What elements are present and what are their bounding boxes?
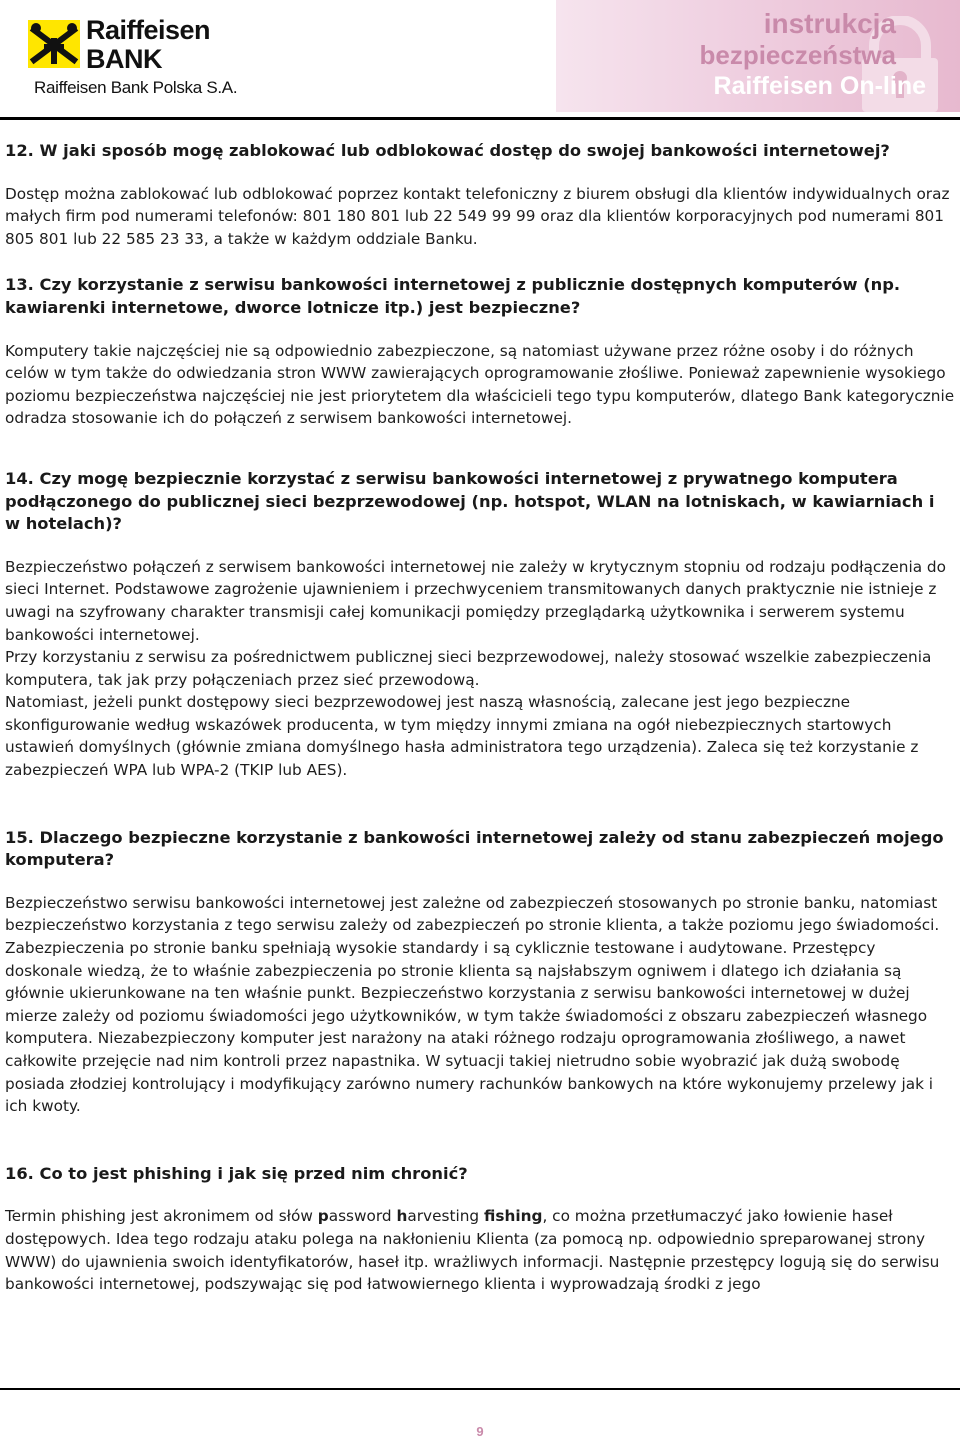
raiffeisen-gable-cross-icon [28,20,80,68]
faq-answer-paragraph: Bezpieczeństwo serwisu bankowości internetowej jest zależne od zabezpieczeń stosowanych po stronie banku, natomiast bezpieczeństwo korzystania z tego serwisu zależy od zabezpieczeń po stronie klienta, a także poziomu jego świadomości. Zabezpieczenia po stronie banku spełniają wysokie standardy i są cyklicznie testowane i audytowane. Przestępcy doskonale wiedzą, że to właśnie zabezpieczenia po stronie klienta są najsłabszym ogniwem i dlatego ich działania są głównie ukierunkowane na ten właśnie punkt. Bezpieczeństwo korzystania z serwisu bankowości internetowej w dużej mierze zależy od poziomu świadomości jego użytkowników, w tym także świadomości z obszaru zabezpieczeń własnego komputera. Niezabezpieczony komputer jest narażony na ataki różnego rodzaju oprogramowania złośliwego, a nawet całkowite przejęcie nad nim kontroli przez napastnika. W sytuacji takiej nietrudno sobie wyobrazić jak dużą swobodę posiada złodziej kontrolujący i modyfikujący zarówno numery rachunków bankowych na które wykonujemy przelewy jak i ich kwoty. [5,893,940,1116]
logo-name-line2: BANK [86,44,162,74]
header-banner [556,0,960,112]
acronym-letter-h: h [396,1207,408,1226]
document-body [5,140,955,1296]
faq-answer-paragraph: Komputery takie najczęściej nie są odpowiednio zabezpieczone, są natomiast używane przez różne osoby i do różnych celów w tym także do odwiedzania stron WWW zawierających oprogramowanie złośliwe. Ponieważ zapewnienie wysokiego poziomu bezpieczeństwa najczęściej nie jest priorytetem dla właścicieli tego typu komputerów, dlatego Bank kategorycznie odradza stosowanie ich do połączeń z serwisem bankowości internetowej. [5,341,955,428]
acronym-letter-p: p [317,1207,329,1226]
answer-text: arvesting [407,1207,485,1226]
faq-answer-paragraph [5,1205,955,1295]
faq-question: 15. Dlaczego bezpieczne korzystanie z bankowości internetowej zależy od stanu zabezpieczeń mojego komputera? [5,827,944,870]
header-divider [0,117,960,120]
faq-question: 16. Co to jest phishing i jak się przed nim chronić? [5,1163,468,1183]
logo-name-line1: Raiffeisen [86,15,211,45]
faq-section-16 [5,1163,955,1296]
answer-text: assword [328,1207,397,1226]
faq-answer-paragraph: Przy korzystaniu z serwisu za pośrednictwem publicznej sieci bezprzewodowej, należy stosować wszelkie zabezpieczenia komputera, tak jak przy połączeniach przez sieć przewodową. [5,648,932,689]
faq-section-13 [5,274,955,430]
logo-subtitle: Raiffeisen Bank Polska S.A. [34,78,238,97]
faq-section-14 [5,468,955,782]
faq-answer-paragraph: Dostęp można zablokować lub odblokować poprzez kontakt telefoniczny z biurem obsługi dla klientów indywidualnych oraz małych firm pod numerami telefonów: 801 180 801 lub 22 549 99 99 oraz dla klientów korporacyjnych pod numerami 801 805 801 lub 22 585 23 33, a także w każdym oddziale Banku. [5,184,950,248]
faq-answer-paragraph: Natomiast, jeżeli punkt dostępowy sieci bezprzewodowej jest naszą własnością, zalecane jest jego bezpieczne skonfigurowanie według wskazówek producenta, w tym między innymi zmiana na ogół niebezpiecznych startowych ustawień domyślnych (głównie zmiana domyślnego hasła administratora tego urządzenia). Zaleca się też korzystanie z zabezpieczeń WPA lub WPA-2 (TKIP lub AES). [5,693,919,780]
answer-text: , co można przetłumaczyć jako łowienie haseł dostępowych. Idea tego rodzaju ataku polega na nakłonieniu Klienta (za pomocą np. odpowiednio spreparowanej strony WWW) do ujawnienia swoich identyfikatorów, haseł itp. wrażliwych informacji. Następnie przestępcy logują się do serwisu bankowości internetowej, podszywając się pod łatwowiernego klienta i wyprowadzają środki z jego [5,1207,940,1294]
banner-title-line3: Raiffeisen On-line [713,72,926,100]
faq-question: 12. W jaki sposób mogę zablokować lub odblokować dostęp do swojej bankowości internetowej? [5,141,890,160]
faq-section-15 [5,827,955,1118]
faq-section-12 [5,140,955,250]
page-header [0,0,960,112]
acronym-word-fishing: fishing [484,1207,543,1226]
faq-question: 14. Czy mogę bezpiecznie korzystać z serwisu bankowości internetowej z prywatnego komputera podłączonego do publicznej sieci bezprzewodowej (np. hotspot, WLAN na lotniskach, w kawiarniach i w hotelach)? [5,468,935,534]
banner-title-line2: bezpieczeństwa [699,40,896,70]
faq-question: 13. Czy korzystanie z serwisu bankowości internetowej z publicznie dostępnych komputerów (np. kawiarenki internetowe, dworce lotnicze itp.) jest bezpieczne? [5,275,901,317]
answer-text: Termin phishing jest akronimem od słów [5,1207,318,1226]
page-number: 9 [476,1424,484,1439]
footer-divider [0,1388,960,1390]
faq-answer-paragraph: Bezpieczeństwo połączeń z serwisem bankowości internetowej nie zależy w krytycznym stopniu od rodzaju podłączenia do sieci Internet. Podstawowe zagrożenie ujawnieniem i przechwyceniem transmitowanych danych praktycznie nie istnieje z uwagi na szyfrowany charakter transmisji całej komunikacji pomiędzy przeglądarką użytkownika i serwerem systemu bankowości internetowej. [5,557,947,644]
banner-title-line1: instrukcja [763,8,896,39]
raiffeisen-logo [24,14,238,100]
